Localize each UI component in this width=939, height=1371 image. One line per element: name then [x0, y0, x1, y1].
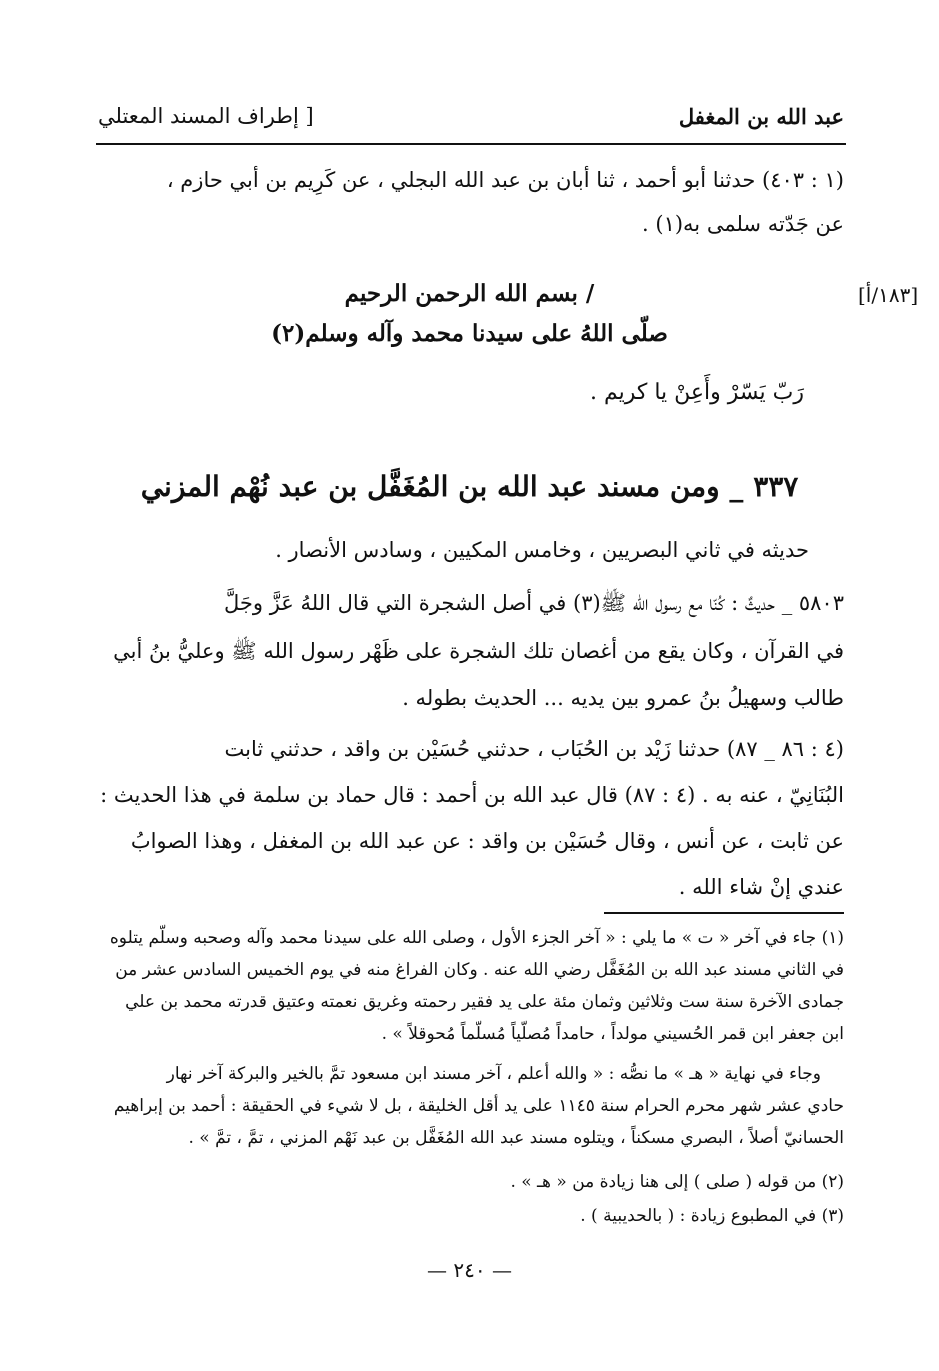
- isnad-line-1: (٤ : ٨٦ _ ٨٧) حدثنا زَيْد بن الحُبَاب ، حدثني حُسَيْن بن واقد ، حدثني ثابت: [224, 737, 844, 761]
- section-title: ٣٣٧ _ ومن مسند عبد الله بن المُغَفَّل بن عبد نُهْم المزني: [140, 470, 799, 503]
- intro-line-1: (١ : ٤٠٣) حدثنا أبو أحمد ، ثنا أبان بن عبد الله البجلي ، عن كَرِيم بن أبي حازم ،: [166, 168, 844, 192]
- dua-line: رَبّ يَسّرْ وأَعِنْ يا كريم .: [590, 380, 804, 405]
- footnote-1-line-3: جمادى الآخرة سنة ست وثلاثين وثمان مئة على يد فقير رحمته وغريق نعمته وعتيق قدرته محمد بن علي: [125, 992, 844, 1012]
- footnote-3: (٣) في المطبوع زيادة : ( بالحديبية ) .: [580, 1206, 844, 1226]
- intro-line-2: عن جَدّته سلمى به(١) .: [642, 212, 844, 236]
- footnote-1-line-6: حادي عشر شهر محرم الحرام سنة ١١٤٥ على يد أقل الخليقة ، بل لا شيء في الحقيقة : أحمد بن إبراهيم: [113, 1096, 844, 1116]
- salawat: صلّى اللهُ على سيدنا محمد وآله وسلم(٢): [271, 320, 668, 347]
- footnote-1-line-4: ابن جعفر ابن قمر الحُسيني مولداً ، حامداً مُصلّياً مُسلّماً مُحوقلاً » .: [381, 1024, 844, 1044]
- isnad-line-4: عندي إنْ شاء الله .: [678, 875, 844, 899]
- footnote-1-line-7: الحسانيّ أصلاً ، البصري مسكناً ، ويتلوه مسند عبد الله المُغَفَّل بن عبد نَهْم المزني ، تمَّ ، تمَّ » .: [188, 1128, 844, 1148]
- hadith-line-3: طالب وسهيلُ بنُ عمرو بين يديه ... الحديث بطوله .: [402, 686, 844, 710]
- running-header-left: [ إطراف المسند المعتلي: [98, 104, 314, 128]
- page-number: — ٢٤٠ —: [427, 1258, 512, 1282]
- isnad-line-3: عن ثابت ، عن أنس ، وقال حُسَيْن بن واقد : عن عبد الله بن المغفل ، وهذا الصوابُ: [130, 829, 844, 853]
- header-rule: [96, 143, 846, 145]
- running-header-right: عبد الله بن المغفل: [678, 104, 844, 129]
- hadith-line-2: في القرآن ، وكان يقع من أغصان تلك الشجرة على ظَهْر رسول الله ﷺ وعليُّ بنُ أبي: [113, 639, 844, 663]
- basmala: / بسم الله الرحمن الرحيم: [344, 280, 595, 307]
- footnote-1-line-2: في الثاني مسند عبد الله بن المُغَفَّل رضي الله عنه . وكان الفراغ منه في يوم الخميس السادس عشر من: [115, 960, 844, 980]
- manuscript-folio-marker: [١٨٣/أ]: [858, 283, 919, 307]
- footnote-1-line-5: وجاء في نهاية « هـ » ما نصُّه : « والله أعلم ، آخر مسند ابن مسعود تمَّ بالخير والبركة آخر نهار: [166, 1064, 821, 1084]
- section-subtitle: حديثه في ثاني البصريين ، وخامس المكيين ، وسادس الأنصار .: [275, 538, 809, 562]
- hadith-line-1: ٥٨٠٣ _ حديثٌ : كُنّا مع رسول الله ﷺ(٣) في أصل الشجرة التي قال اللهُ عَزَّ وجَلَّ: [224, 591, 844, 615]
- footnote-1-line-1: (١) جاء في آخر « ت » ما يلي : « آخر الجزء الأول ، وصلى الله على سيدنا محمد وآله وصحبه وسلّم يتلوه: [109, 928, 844, 948]
- footnote-rule: [604, 912, 844, 914]
- isnad-line-2: البُنَانِيّ ، عنه به . (٤ : ٨٧) قال عبد الله بن أحمد : قال حماد بن سلمة في هذا الحديث :: [100, 783, 844, 807]
- footnote-2: (٢) من قوله ( صلى ) إلى هنا زيادة من « هـ » .: [510, 1172, 844, 1192]
